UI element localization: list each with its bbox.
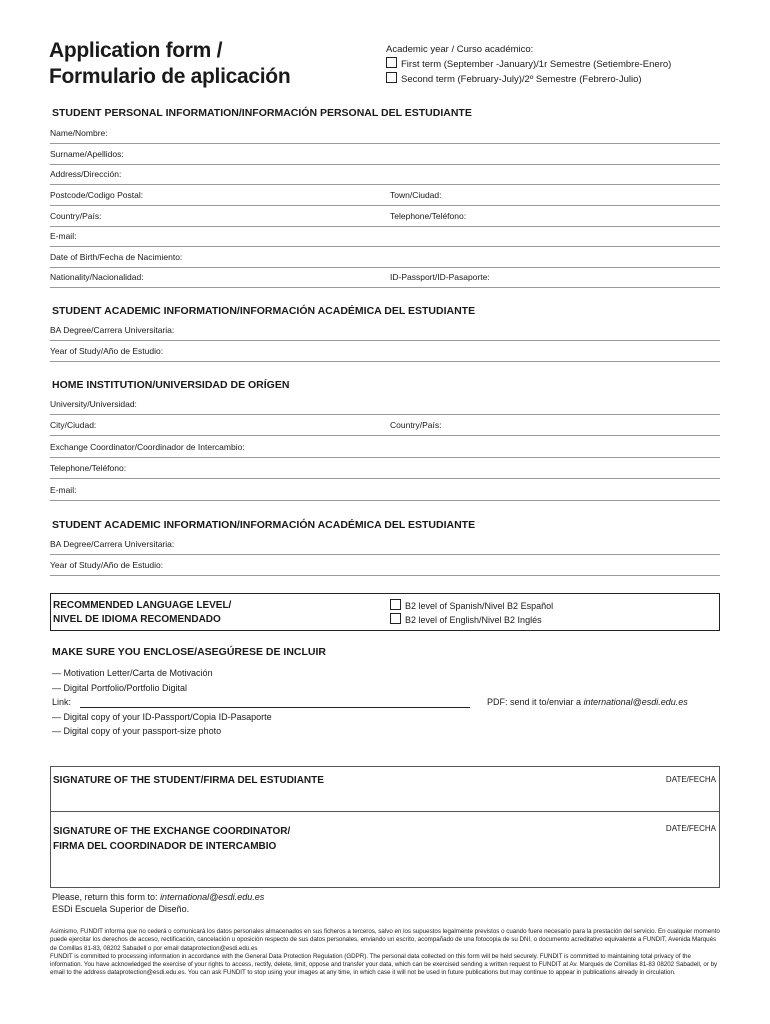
academic-year-label: Academic year / Curso académico:	[386, 44, 534, 55]
degree-label: BA Degree/Carrera Universitaria:	[50, 325, 175, 335]
university-label: University/Universidad:	[50, 399, 137, 409]
english-checkbox[interactable]	[390, 613, 401, 624]
title-line-1: Application form /	[49, 39, 223, 62]
return-email-link[interactable]: international@esdi.edu.es	[160, 892, 265, 902]
degree-label-2: BA Degree/Carrera Universitaria:	[50, 539, 175, 549]
enclose-item-motivation: — Motivation Letter/Carta de Motivación	[52, 668, 213, 678]
term2-checkbox[interactable]	[386, 72, 397, 83]
coordinator-signature-label	[53, 824, 290, 854]
town-label: Town/Ciudad:	[390, 190, 442, 200]
enclose-section-title: MAKE SURE YOU ENCLOSE/ASEGÚRESE DE INCLUIR	[52, 646, 327, 658]
home-telephone-field[interactable]	[50, 457, 720, 479]
dob-label: Date of Birth/Fecha de Nacimiento:	[50, 252, 183, 262]
pdf-label: PDF: send it to/enviar a	[487, 697, 582, 707]
dob-field[interactable]	[50, 246, 720, 268]
telephone-label: Telephone/Teléfono:	[390, 211, 467, 221]
pdf-instruction	[487, 697, 688, 707]
enclose-item-photo: — Digital copy of your passport-size photo	[52, 726, 222, 736]
link-label: Link:	[52, 697, 72, 707]
year-field-2[interactable]	[50, 554, 720, 576]
return-label: Please, return this form to:	[52, 892, 158, 902]
year-label: Year of Study/Año de Estudio:	[50, 346, 164, 356]
university-field[interactable]	[50, 393, 720, 415]
coordinator-signature-box[interactable]	[50, 812, 720, 888]
home-email-field[interactable]	[50, 479, 720, 501]
name-field[interactable]	[50, 122, 720, 144]
nationality-id-row[interactable]	[50, 266, 720, 288]
language-options	[390, 599, 553, 627]
address-label: Address/Dirección:	[50, 169, 122, 179]
enclose-item-id: — Digital copy of your ID-Passport/Copia ID-Pasaporte	[52, 712, 272, 722]
enclose-item-portfolio: — Digital Portfolio/Portfolio Digital	[52, 683, 188, 693]
city-label: City/Ciudad:	[50, 420, 97, 430]
academic-section-title: STUDENT ACADEMIC INFORMATION/INFORMACIÓN ACADÉMICA DEL ESTUDIANTE	[52, 305, 476, 317]
term1-label: First term (September -January)/1r Semestre (Setiembre-Enero)	[401, 59, 672, 70]
id-label: ID-Passport/ID-Pasaporte:	[390, 272, 490, 282]
language-title	[53, 599, 231, 627]
year-label-2: Year of Study/Año de Estudio:	[50, 560, 164, 570]
degree-field[interactable]	[50, 319, 720, 341]
spanish-checkbox[interactable]	[390, 599, 401, 610]
surname-label: Surname/Apellidos:	[50, 149, 124, 159]
term1-option[interactable]	[386, 57, 671, 72]
language-title-line-1: RECOMMENDED LANGUAGE LEVEL/	[53, 600, 232, 611]
language-level-box	[50, 593, 720, 631]
country-telephone-row[interactable]	[50, 205, 720, 227]
link-input-line[interactable]	[80, 707, 470, 708]
postcode-label: Postcode/Codigo Postal:	[50, 190, 144, 200]
term2-option[interactable]	[386, 72, 671, 87]
personal-section-title: STUDENT PERSONAL INFORMATION/INFORMACIÓN PERSONAL DEL ESTUDIANTE	[52, 107, 472, 119]
title-line-2: Formulario de aplicación	[49, 65, 291, 88]
academic-year-block	[386, 42, 671, 87]
coordinator-signature-line-2: FIRMA DEL COORDINADOR DE INTERCAMBIO	[53, 841, 277, 852]
country-label: Country/País:	[50, 211, 102, 221]
year-field[interactable]	[50, 340, 720, 362]
return-instructions	[52, 891, 264, 915]
home-section-title: HOME INSTITUTION/UNIVERSIDAD DE ORÍGEN	[52, 379, 290, 391]
english-option[interactable]	[390, 613, 553, 627]
student-signature-label: SIGNATURE OF THE STUDENT/FIRMA DEL ESTUDIANTE	[53, 775, 324, 786]
home-telephone-label: Telephone/Teléfono:	[50, 463, 127, 473]
coordinator-field[interactable]	[50, 436, 720, 458]
coordinator-date-label: DATE/FECHA	[665, 824, 716, 833]
spanish-label: B2 level of Spanish/Nivel B2 Español	[405, 601, 554, 611]
home-country-label: Country/País:	[390, 420, 442, 430]
legal-notice	[50, 928, 720, 978]
english-label: B2 level of English/Nivel B2 Inglés	[405, 615, 542, 625]
school-name: ESDi Escuela Superior de Diseño.	[52, 904, 190, 914]
student-signature-box[interactable]	[50, 766, 720, 812]
name-label: Name/Nombre:	[50, 128, 108, 138]
form-title	[49, 38, 290, 90]
student-date-label: DATE/FECHA	[665, 775, 716, 784]
surname-field[interactable]	[50, 143, 720, 165]
degree-field-2[interactable]	[50, 533, 720, 555]
academic-section-title-2: STUDENT ACADEMIC INFORMATION/INFORMACIÓN ACADÉMICA DEL ESTUDIANTE	[52, 519, 476, 531]
language-title-line-2: NIVEL DE IDIOMA RECOMENDADO	[53, 614, 221, 625]
email-label: E-mail:	[50, 231, 77, 241]
address-field[interactable]	[50, 163, 720, 185]
coordinator-label: Exchange Coordinator/Coordinador de Intercambio:	[50, 442, 245, 452]
coordinator-signature-line-1: SIGNATURE OF THE EXCHANGE COORDINATOR/	[53, 826, 291, 837]
legal-notice-es: Asimismo, FUNDIT informa que no cederá o comunicará los datos personales almacenados en sus ficheros a terceros, salvo en los supuestos legalmente previstos o cuando fuere necesario para la prestación del servicio. En cualquier momento puede ejercitar los derechos de acceso, rectificación, cancelación u oposición respecto de sus datos personales, enviando un escrito, acompañado de una fotocopia de su DNI, o documento acreditativo equivalente a FUNDIT, Avenida Marqués de Comillas 81-83, 08202 Sabadell o por email dataprotection@esdi.edu.es	[50, 928, 720, 952]
pdf-email-link[interactable]: international@esdi.edu.es	[583, 697, 688, 707]
term1-checkbox[interactable]	[386, 57, 397, 68]
return-line	[52, 891, 264, 903]
legal-notice-en: FUNDIT is committed to processing information in accordance with the General Data Protection Regulation (GDPR). The personal data collected on this form will be held securely. FUNDIT is committed to maintaining total privacy of the information. You have acknowledged the exercise of your rights to access, rectify, delete, limit, oppose and transfer your data, which can be exercised sending a written request to FUNDIT at Av. Marqués de Comillas 81-83 08202 Sabadell, or by email to the address dataprotection@esdi.edu.es. You can ask FUNDIT to stop using your images at any time, in which case it will not be used in future publications but may continue to appear in publications already in circulation.	[50, 952, 718, 977]
nationality-label: Nationality/Nacionalidad:	[50, 272, 144, 282]
postcode-town-row[interactable]	[50, 184, 720, 206]
city-country-row[interactable]	[50, 414, 720, 436]
email-field[interactable]	[50, 225, 720, 247]
term2-label: Second term (February-July)/2º Semestre (Febrero-Julio)	[401, 74, 642, 85]
spanish-option[interactable]	[390, 599, 553, 613]
home-email-label: E-mail:	[50, 485, 77, 495]
